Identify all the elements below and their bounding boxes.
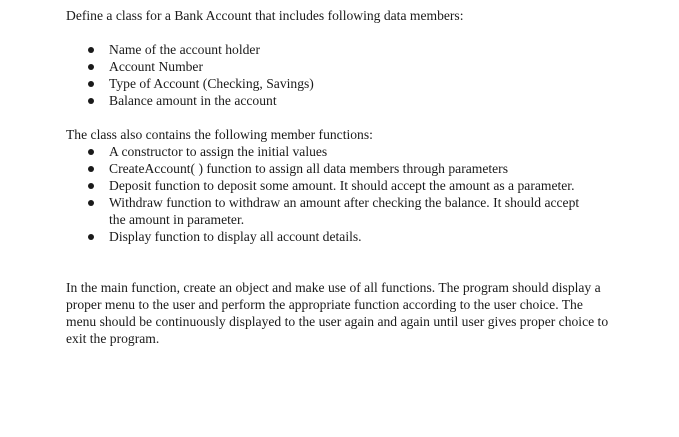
list-item — [66, 92, 596, 109]
bullet-icon — [88, 183, 94, 189]
list-item-text: Type of Account (Checking, Savings) — [109, 76, 314, 91]
bullet-icon — [88, 81, 94, 87]
list-item — [66, 177, 596, 194]
list-item — [66, 194, 596, 228]
intro-paragraph: Define a class for a Bank Account that includes following data members: — [66, 8, 464, 23]
closing-paragraph: In the main function, create an object and make use of all functions. The program should display a proper menu to the user and perform the appropriate function according to the user choice. The menu should be continuously displayed to the user again and again until user gives proper choice to exit the program. — [66, 280, 609, 346]
bullet-icon — [88, 166, 94, 172]
list-item — [66, 41, 596, 58]
list-item-text: Deposit function to deposit some amount. It should accept the amount as a parameter. — [109, 178, 575, 193]
list-item-text: Withdraw function to withdraw an amount after checking the balance. It should accept the amount in parameter. — [109, 195, 580, 227]
bullet-icon — [88, 98, 94, 104]
list-item-text: CreateAccount( ) function to assign all data members through parameters — [109, 161, 508, 176]
bullet-icon — [88, 47, 94, 53]
list-item — [66, 143, 596, 160]
bullet-icon — [88, 149, 94, 155]
list-item — [66, 75, 596, 92]
bullet-icon — [88, 64, 94, 70]
functions-intro-paragraph: The class also contains the following member functions: — [66, 127, 373, 142]
list-item — [66, 228, 596, 245]
member-functions-list — [66, 143, 596, 245]
list-item — [66, 160, 596, 177]
list-item-text: Display function to display all account details. — [109, 229, 362, 244]
list-item — [66, 58, 596, 75]
list-item-text: Account Number — [109, 59, 203, 74]
list-item-text: Balance amount in the account — [109, 93, 277, 108]
list-item-text: A constructor to assign the initial values — [109, 144, 328, 159]
bullet-icon — [88, 234, 94, 240]
bullet-icon — [88, 200, 94, 206]
list-item-text: Name of the account holder — [109, 42, 260, 57]
data-members-list — [66, 41, 596, 109]
